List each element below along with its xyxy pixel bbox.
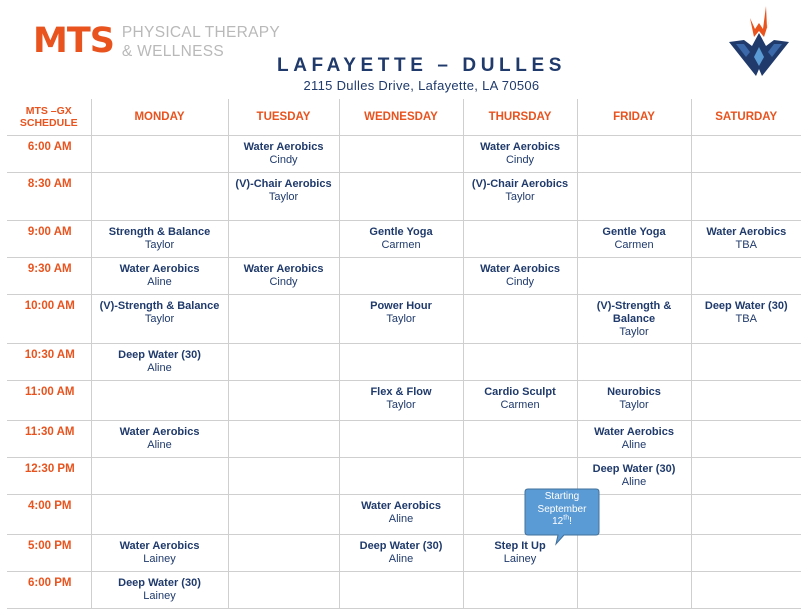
empty-cell (91, 495, 228, 535)
class-cell (463, 258, 577, 295)
class-cell (577, 381, 691, 421)
location-address: 2115 Dulles Drive, Lafayette, LA 70506 (303, 78, 540, 93)
instructor-name: Taylor (144, 239, 175, 251)
class-cell (691, 295, 801, 344)
empty-cell (691, 458, 801, 495)
time-slot-label: 11:30 AM (7, 421, 91, 458)
class-cell (339, 295, 463, 344)
instructor-name: Taylor (144, 313, 175, 325)
class-name: Deep Water (30) (592, 463, 676, 475)
instructor-name: Taylor (505, 191, 535, 203)
empty-cell (577, 173, 691, 221)
empty-cell (339, 258, 463, 295)
class-cell (91, 258, 228, 295)
class-name: Water Aerobics (243, 141, 324, 153)
empty-cell (691, 421, 801, 458)
instructor-name: Taylor (386, 313, 416, 325)
instructor-name: TBA (735, 239, 757, 251)
class-name: Water Aerobics (119, 540, 200, 552)
class-name: Water Aerobics (361, 500, 441, 512)
day-header-saturday: SATURDAY (691, 99, 801, 136)
day-header-wednesday: WEDNESDAY (339, 99, 463, 136)
schedule-row (7, 535, 801, 572)
time-slot-label: 10:00 AM (7, 295, 91, 344)
empty-cell (339, 136, 463, 173)
class-name: (V)-Strength & Balance (99, 300, 220, 312)
class-name: Strength & Balance (108, 226, 211, 238)
empty-cell (228, 221, 339, 258)
class-name: Flex & Flow (370, 386, 432, 398)
schedule-row (7, 173, 801, 221)
logo-subtitle-line1: PHYSICAL THERAPY (121, 24, 281, 41)
empty-cell (577, 136, 691, 173)
location-title: LAFAYETTE – DULLES (276, 55, 567, 76)
class-cell (91, 421, 228, 458)
instructor-name: Lainey (143, 590, 176, 602)
empty-cell (691, 258, 801, 295)
empty-cell (339, 344, 463, 381)
class-name: Step It Up (494, 540, 546, 552)
logo-letters: MTS (33, 21, 114, 61)
schedule-row (7, 295, 801, 344)
empty-cell (577, 572, 691, 609)
time-slot-label: 6:00 PM (7, 572, 91, 609)
class-cell (691, 221, 801, 258)
class-name: Deep Water (30) (704, 300, 788, 312)
class-cell (463, 136, 577, 173)
empty-cell (691, 572, 801, 609)
instructor-name: Aline (147, 439, 172, 451)
class-cell (577, 421, 691, 458)
class-name: Water Aerobics (119, 263, 200, 275)
empty-cell (339, 173, 463, 221)
callout-line2: September (537, 503, 587, 515)
callout-line1: Starting (544, 491, 580, 502)
empty-cell (91, 173, 228, 221)
instructor-name: Cindy (269, 276, 298, 288)
schedule-row (7, 344, 801, 381)
class-name: (V)-Chair Aerobics (235, 178, 332, 190)
class-name: Water Aerobics (706, 226, 787, 238)
day-header-monday: MONDAY (91, 99, 228, 136)
instructor-name: Taylor (619, 326, 649, 338)
class-name: Water Aerobics (480, 141, 560, 153)
class-name: Power Hour (370, 300, 432, 312)
time-slot-label: 12:30 PM (7, 458, 91, 495)
class-name: (V)-Chair Aerobics (471, 178, 569, 190)
empty-cell (91, 458, 228, 495)
class-cell (339, 381, 463, 421)
instructor-name: Cindy (505, 154, 535, 166)
callout-end: ! (569, 516, 572, 527)
mts-chevron-logo-icon (722, 6, 796, 81)
instructor-name: Lainey (143, 553, 176, 565)
class-name: Water Aerobics (480, 263, 560, 275)
instructor-name: Aline (147, 276, 172, 288)
instructor-name: Taylor (619, 399, 649, 411)
empty-cell (691, 136, 801, 173)
empty-cell (691, 495, 801, 535)
time-slot-label: 6:00 AM (7, 136, 91, 173)
class-cell (577, 295, 691, 344)
schedule-header-row (7, 99, 801, 136)
time-slot-label: 11:00 AM (7, 381, 91, 421)
class-name: Water Aerobics (243, 263, 324, 275)
class-cell (91, 535, 228, 572)
empty-cell (91, 381, 228, 421)
class-cell (463, 173, 577, 221)
class-cell (228, 136, 339, 173)
class-name: Water Aerobics (594, 426, 674, 438)
corner-line2: SCHEDULE (19, 117, 78, 129)
class-name: (V)-Strength & Balance (596, 300, 672, 325)
empty-cell (691, 344, 801, 381)
schedule-row (7, 421, 801, 458)
class-cell (339, 221, 463, 258)
instructor-name: Aline (388, 553, 414, 565)
empty-cell (91, 136, 228, 173)
instructor-name: Lainey (503, 553, 537, 565)
time-slot-label: 8:30 AM (7, 173, 91, 221)
schedule-row (7, 572, 801, 609)
instructor-name: Taylor (268, 191, 299, 203)
schedule-row (7, 381, 801, 421)
class-cell (228, 173, 339, 221)
empty-cell (463, 221, 577, 258)
instructor-name: Cindy (505, 276, 535, 288)
empty-cell (577, 258, 691, 295)
instructor-name: Taylor (386, 399, 416, 411)
empty-cell (339, 421, 463, 458)
class-cell (91, 295, 228, 344)
instructor-name: Carmen (381, 239, 421, 251)
class-cell (91, 221, 228, 258)
empty-cell (463, 295, 577, 344)
class-name: Neurobics (607, 386, 661, 398)
class-cell (339, 535, 463, 572)
empty-cell (339, 458, 463, 495)
empty-cell (463, 344, 577, 381)
schedule-row (7, 495, 801, 535)
class-cell (339, 495, 463, 535)
time-slot-label: 4:00 PM (7, 495, 91, 535)
time-slot-label: 9:30 AM (7, 258, 91, 295)
class-cell (91, 344, 228, 381)
start-date-callout (524, 488, 600, 538)
class-name: Gentle Yoga (369, 226, 433, 238)
instructor-name: Carmen (614, 239, 654, 251)
callout-day: 12 (552, 516, 564, 527)
class-cell (228, 258, 339, 295)
empty-cell (228, 495, 339, 535)
day-header-tuesday: TUESDAY (228, 99, 339, 136)
schedule-corner-label (7, 99, 91, 136)
schedule-row (7, 258, 801, 295)
empty-cell (228, 458, 339, 495)
class-name: Water Aerobics (119, 426, 200, 438)
empty-cell (339, 572, 463, 609)
time-slot-label: 9:00 AM (7, 221, 91, 258)
empty-cell (577, 344, 691, 381)
instructor-name: Aline (621, 476, 647, 488)
empty-cell (228, 344, 339, 381)
class-cell (577, 221, 691, 258)
class-name: Deep Water (30) (359, 540, 443, 552)
logo-subtitle-line2: & WELLNESS (121, 43, 224, 60)
time-slot-label: 10:30 AM (7, 344, 91, 381)
empty-cell (228, 381, 339, 421)
class-name: Gentle Yoga (602, 226, 666, 238)
schedule-table (7, 99, 801, 609)
callout-line3 (524, 516, 600, 529)
instructor-name: Aline (388, 513, 414, 525)
day-header-friday: FRIDAY (577, 99, 691, 136)
class-name: Deep Water (30) (118, 577, 201, 589)
schedule-row (7, 458, 801, 495)
empty-cell (228, 295, 339, 344)
class-cell (91, 572, 228, 609)
instructor-name: TBA (735, 313, 757, 325)
class-cell (463, 381, 577, 421)
empty-cell (463, 421, 577, 458)
class-name: Cardio Sculpt (484, 386, 556, 398)
class-name: Deep Water (30) (118, 349, 201, 361)
empty-cell (691, 173, 801, 221)
corner-line1: MTS –GX (25, 105, 72, 117)
instructor-name: Carmen (500, 399, 540, 411)
instructor-name: Aline (621, 439, 647, 451)
instructor-name: Cindy (269, 154, 298, 166)
schedule-row (7, 221, 801, 258)
time-slot-label: 5:00 PM (7, 535, 91, 572)
empty-cell (463, 572, 577, 609)
empty-cell (228, 572, 339, 609)
empty-cell (691, 535, 801, 572)
callout-suffix: th (563, 514, 570, 522)
instructor-name: Aline (147, 362, 172, 374)
empty-cell (228, 421, 339, 458)
empty-cell (228, 535, 339, 572)
empty-cell (691, 381, 801, 421)
schedule-row (7, 136, 801, 173)
day-header-thursday: THURSDAY (463, 99, 577, 136)
